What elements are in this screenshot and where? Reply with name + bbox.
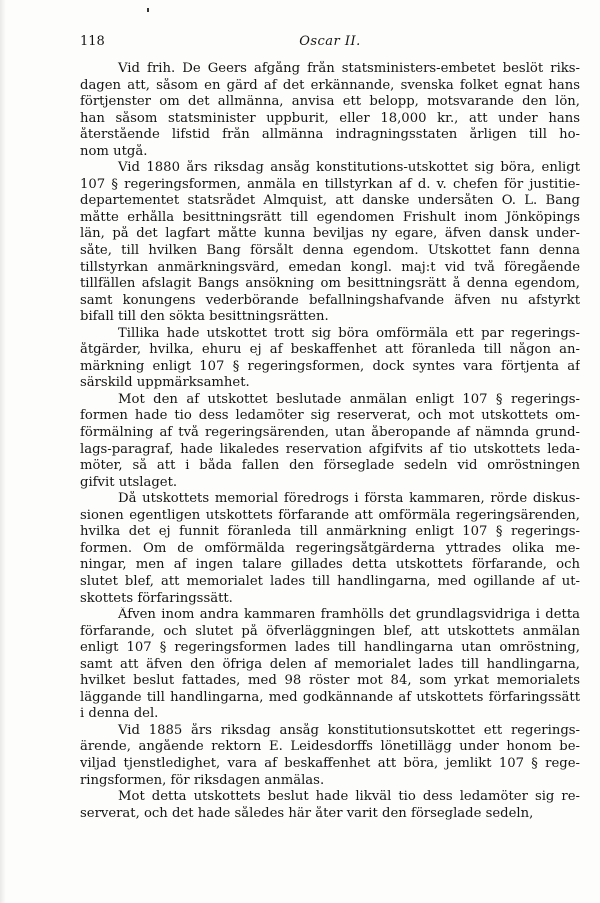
text-line: Mot den af utskottet beslutade anmälan enligt 107 § regerings-: [118, 391, 580, 407]
text-line: ningar, men af ingen talare gillades detta utskottets förfarande, och: [80, 557, 580, 573]
paragraph: [80, 392, 580, 491]
text-line: dagen att, såsom en gärd af det erkännande, svenska folket egnat hans: [80, 77, 580, 93]
text-line: län, på det lagfart måtte kunna beviljas ny egare, äfven dansk under-: [80, 226, 580, 242]
text-line: formen. Om de omförmälda regeringsåtgärderna yttrades olika me-: [80, 540, 580, 556]
text-line: tillfällen afslagit Bangs ansökning om besittningsrätt å denna egendom,: [80, 276, 580, 292]
text-line: återstående lifstid från allmänna indragningsstaten årligen till ho-: [80, 127, 580, 143]
text-line: 107 § regeringsformen, anmäla en tillstyrkan af d. v. chefen för justitie-: [80, 176, 580, 192]
text-line: gifvit utslaget.: [80, 474, 178, 490]
text-line: hvilka det ej funnit föranleda till anmärkning enligt 107 § regerings-: [80, 524, 580, 540]
text-line: samt konungens vederbörande befallningshafvande äfven nu afstyrkt: [80, 292, 580, 308]
text-line: enligt 107 § regeringsformen lades till handlingarna utan omröstning,: [80, 640, 580, 656]
text-line: hvilket beslut fattades, med 98 röster mot 84, som yrkat memorialets: [80, 673, 580, 689]
text-line: måtte erhålla besittningsrätt till egendomen Frishult inom Jönköpings: [80, 209, 580, 225]
text-line: läggande till handlingarna, med godkännande af utskottets förfaringssätt: [80, 689, 580, 705]
text-line: märkning enligt 107 § regeringsformen, dock syntes vara förtjenta af: [80, 358, 580, 374]
text-line: viljad tjenstledighet, vara af beskaffenhet att böra, jemlikt 107 § rege-: [80, 755, 580, 771]
text-line: Vid 1880 års riksdag ansåg konstitutions-utskottet sig böra, enligt: [118, 160, 580, 176]
paragraph: [80, 723, 580, 789]
page-header: [80, 34, 580, 54]
text-line: förfarande, och slutet på öfverläggningen blef, att utskottets anmälan: [80, 623, 580, 639]
text-line: förmälning af två regeringsärenden, utan åberopande af nämnda grund-: [80, 425, 580, 441]
text-line: Vid frih. De Geers afgång från statsministers-embetet beslöt riks-: [118, 61, 580, 76]
text-line: departementet statsrådet Almquist, att danske undersåten O. L. Bang: [80, 193, 580, 209]
print-mark: [147, 8, 149, 12]
paragraph: [80, 160, 580, 325]
text-line: Då utskottets memorial föredrogs i första kammaren, rörde diskus-: [118, 491, 580, 507]
text-line: bifall till den sökta besittningsrätten.: [80, 309, 329, 325]
text-line: han såsom statsminister uppburit, eller 18,000 kr., att under hans: [80, 110, 580, 126]
paragraph: [80, 326, 580, 392]
text-line: särskild uppmärksamhet.: [80, 375, 250, 391]
text-line: sionen egentligen utskottets förfarande att omförmäla regeringsärenden,: [80, 507, 580, 523]
page-number: 118: [80, 34, 105, 49]
paragraph: [80, 491, 580, 607]
page-edge-shadow: [0, 0, 6, 903]
text-line: Tillika hade utskottet trott sig böra omförmäla ett par regerings-: [118, 325, 580, 341]
text-line: Vid 1885 års riksdag ansåg konstitutionsutskottet ett regerings-: [118, 722, 580, 738]
text-line: såte, till hvilken Bang försålt denna egendom. Utskottet fann denna: [80, 243, 580, 259]
text-line: åtgärder, hvilka, ehuru ej af beskaffenhet att föranleda till någon an-: [80, 342, 580, 358]
text-line: Mot detta utskottets beslut hade likväl tio dess ledamöter sig re-: [118, 789, 580, 805]
text-line: serverat, och det hade således här åter varit den förseglade sedeln,: [80, 805, 534, 821]
text-line: i denna del.: [80, 706, 159, 722]
paragraph: [80, 607, 580, 723]
text-line: lags-paragraf, hade likaledes reservation afgifvits af tio utskottets leda-: [80, 441, 580, 457]
paragraph: [80, 789, 580, 822]
text-line: skottets förfaringssätt.: [80, 590, 233, 606]
body-text: [80, 61, 580, 822]
text-line: Äfven inom andra kammaren framhölls det grundlagsvidriga i detta: [118, 607, 580, 623]
paragraph: [80, 61, 580, 160]
text-line: formen hade tio dess ledamöter sig reserverat, och mot utskottets om-: [80, 408, 580, 424]
text-line: förtjenster om det allmänna, anvisa ett belopp, motsvarande den lön,: [80, 94, 580, 110]
text-line: slutet blef, att memorialet lades till handlingarna, med ogillande af ut-: [80, 573, 580, 589]
text-line: ringsformen, för riksdagen anmälas.: [80, 772, 325, 788]
text-line: möter, så att i båda fallen den förseglade sedeln vid omröstningen: [80, 458, 580, 474]
text-line: tillstyrkan anmärkningsvärd, emedan kongl. maj:t vid två föregående: [80, 259, 580, 275]
running-head: Oscar II.: [299, 34, 361, 49]
text-line: samt att äfven den öfriga delen af memorialet lades till handlingarna,: [80, 656, 580, 672]
text-line: ärende, angående rektorn E. Leidesdorffs lönetillägg under honom be-: [80, 739, 580, 755]
text-line: nom utgå.: [80, 143, 148, 159]
